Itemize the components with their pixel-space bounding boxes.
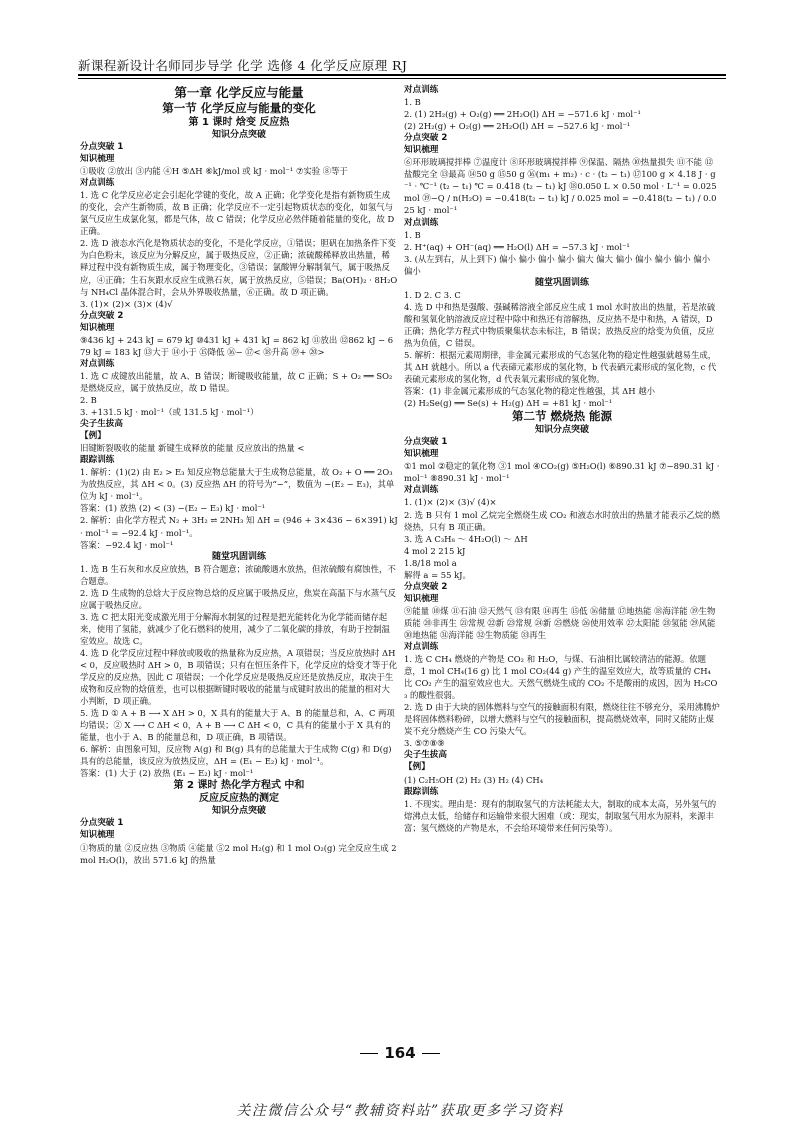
section-heading: 分点突破 2 [404, 133, 448, 144]
section-heading: 知识梳理 [404, 593, 439, 604]
paragraph: 1. 选 C 成键放出能量，故 A、B 错误；断键吸收能量，故 C 正确；S + O₂ ══ SO₂ 是燃烧反应，属于放热反应，故 D 错误。 [80, 370, 393, 393]
section-heading: 尖子生拔高 [404, 750, 447, 761]
paragraph: 1. B [404, 229, 421, 240]
paragraph: 4 mol 2 215 kJ [404, 545, 466, 556]
paragraph: 1. 选 C CH₄ 燃烧的产物是 CO₂ 和 H₂O，与煤、石油相比属较清洁的能源。依题意，1 mol CH₄(16 g) 比 1 mol CO₂(44 g) 产生的温室效应大，故等质量的 CH₄ 比 CO₂ 产生的温室效应也大。天然气燃烧生成的 CO₂ 不是酸雨的成因，因为 H₂CO₃ 的酸性很弱。 [404, 654, 718, 701]
section-heading: 分点突破 1 [404, 437, 448, 448]
section-heading: 分点突破 1 [80, 142, 124, 152]
section-heading: 知识梳理 [404, 145, 439, 156]
subsection-title: 知识分点突破 [211, 806, 266, 817]
chapter-title: 第一章 化学反应与能量 [174, 85, 304, 100]
lesson-title: 反应反应热的测定 [199, 793, 279, 805]
lesson-title: 第 2 课时 热化学方程式 中和 [173, 780, 305, 792]
lesson-title: 第 1 课时 焓变 反应热 [188, 117, 290, 128]
paragraph: 3. +131.5 kJ · mol⁻¹（或 131.5 kJ · mol⁻¹） [80, 407, 259, 418]
paragraph: 答案：−92.4 kJ · mol⁻¹ [80, 539, 174, 550]
right-column [404, 84, 720, 1029]
paragraph: 解得 a = 55 kJ。 [404, 569, 471, 580]
paragraph: ①1 mol ②稳定的氧化物 ③1 mol ④CO₂(g) ⑤H₂O(l) ⑥890.31 kJ ⑦−890.31 kJ · mol⁻¹ ⑧890.31 kJ · mol⁻¹ [404, 461, 720, 484]
subsection-title: 知识分点突破 [211, 130, 266, 140]
paragraph: 2. 选 D 由于大块的固体燃料与空气的接触面积有限，燃烧往往不够充分，采用沸腾炉是将固体燃料粉碎，以增大燃料与空气的接触面积，提高燃烧效率，同时又能防止煤炭不充分燃烧产生 CO 污染大气。 [404, 702, 720, 737]
paragraph: (2) H₂Se(g) ══ Se(s) + H₂(g) ΔH = +81 kJ · mol⁻¹ [404, 398, 613, 409]
paragraph: 2. (1) 2H₂(g) + O₂(g) ══ 2H₂O(l) ΔH = −571.6 kJ · mol⁻¹ [404, 109, 641, 120]
paragraph: (1) C₂H₅OH (2) H₂ (3) H₂ (4) CH₄ [404, 774, 544, 785]
paragraph: 4. 选 D 中和热是强酸、强碱稀溶液全部反应生成 1 mol 水时放出的热量，若是浓硫酸和氢氧化钠溶液反应过程中除中和热还有溶解热，反应热不是中和热，A 错误，D 正确；热化学方程式中物质聚集状态未标注，B 错误；放热反应的焓变为负值，反应热为负值，C 错误。 [404, 301, 716, 348]
section-heading: 分点突破 2 [404, 581, 448, 592]
header-rule [78, 74, 726, 79]
paragraph: ⑨能量 ⑩煤 ⑪石油 ⑫天然气 ⑬有限 ⑭再生 ⑮低 ⑯储量 ⑰地热能 ⑱海洋能 ⑲生物质能 ⑳非再生 ㉑常规 ㉒新 ㉓常规 ㉔新 ㉕燃烧 ㉖使用效率 ㉗太阳能 ㉘氢能 ㉙风能 ㉚地热能 ㉛海洋能 ㉜生物质能 ㉝再生 [404, 605, 716, 640]
section-heading: 对点训练 [404, 485, 439, 496]
paragraph: ⑨436 kJ + 243 kJ = 679 kJ ⑩431 kJ + 431 kJ = 862 kJ ⑪放出 ⑫862 kJ − 679 kJ = 183 kJ ⑬大于 ⑭小于 ⑮降低 ⑯− ⑰< ⑱升高 ⑲+ ⑳> [80, 334, 394, 357]
paragraph: 1. D 2. C 3. C [404, 289, 461, 300]
paragraph: 3. (从左到右，从上到下) 偏小 偏小 偏小 偏小 偏大 偏大 偏小 偏小 偏小 偏小 偏小 偏小 [404, 253, 711, 276]
left-column [80, 84, 398, 1029]
section-heading: 知识梳理 [80, 154, 115, 165]
paragraph: 5. 解析：根据元素周期律，非金属元素形成的气态氢化物的稳定性越强就越易生成，其 ΔH 就越小。所以 a 代表碲元素形成的氢化物，b 代表硒元素形成的氢化物，c 代表硫元素形成的氢化物，d 代表氧元素形成的氢化物。 [404, 349, 717, 385]
paragraph: 4. 选 D 化学反应过程中释放或吸收的热量称为反应热，A 项错误；当反应放热时 ΔH < 0，反应吸热时 ΔH > 0，B 项错误；只有在恒压条件下，化学反应的焓变才等于化学反应的反应热，因此 C 项错误；一个化学反应是吸热反应还是放热反应，取决于生成物和反应物的焓值差，也可以根据断键时吸收的能量与成键时放出的能量的相对大小判断，D 项正确。 [80, 647, 398, 707]
paragraph: ⑥环形玻璃搅拌棒 ⑦温度计 ⑧环形玻璃搅拌棒 ⑨保温、隔热 ⑩热量损失 ⑪不能 ⑫盐酸完全 ⑬最高 ⑭50 g ⑮50 g ⑯(m₁ + m₂) · c · (t₂ − t₁) ⑰100 g × 4.18 J · g⁻¹ · ℃⁻¹ (t₂ − t₁) ℃ = 0.418 (t₂ − t₁) kJ ⑱0.050 L × 0.50 mol · L⁻¹ = 0.025 mol ⑲−Q / n(H₂O) = −0.418(t₂ − t₁) kJ / 0.025 mol = −0.418(t₂ − t₁) / 0.025 kJ · mol⁻¹ [404, 157, 717, 216]
paragraph: 5. 选 D ① A + B ⟶ X ΔH > 0，X 具有的能量大于 A、B 的能量总和，A、C 两项均错误；② X ⟶ C ΔH < 0，A + B ⟶ C ΔH < 0，C 具有的能量小于 X 具有的能量，也小于 A、B 的能量总和，D 项正确，B 项错误。 [80, 708, 395, 743]
paragraph: 1. (1)× (2)× (3)√ (4)× [404, 497, 497, 508]
paragraph: 2. 选 D 生成物的总焓大于反应物总焓的反应属于吸热反应，焦炭在高温下与水蒸气反应属于吸热反应。 [80, 587, 396, 610]
page-number-dash-left [360, 1053, 378, 1054]
section-heading: 跟踪训练 [404, 786, 439, 797]
paragraph: ①吸收 ②放出 ③内能 ④H ⑤ΔH ⑥kJ/mol 或 kJ · mol⁻¹ ⑦实验 ⑧等于 [80, 166, 348, 177]
section-heading: 知识梳理 [80, 322, 115, 333]
paragraph: 2. 选 B 只有 1 mol 乙烷完全燃烧生成 CO₂ 和液态水时放出的热量才能表示乙烷的燃烧热，只有 B 项正确。 [404, 509, 720, 532]
section-heading: 【例】 [404, 762, 430, 773]
section-heading: 对点训练 [404, 642, 439, 653]
paragraph: 答案：(1) 非金属元素形成的气态氢化物的稳定性越强，其 ΔH 越小 [404, 386, 655, 397]
section-heading: 对点训练 [404, 85, 439, 95]
paragraph: (2) 2H₂(g) + O₂(g) ══ 2H₂O(l) ΔH = −527.6 kJ · mol⁻¹ [404, 121, 631, 132]
paragraph: 3. (1)× (2)× (3)× (4)√ [80, 298, 173, 309]
paragraph: 2. B [80, 394, 97, 405]
section-heading: 知识梳理 [80, 830, 115, 841]
paragraph: 1.8/18 mol a [404, 557, 457, 568]
paragraph: 1. 选 B 生石灰和水反应放热，B 符合题意；浓硫酸遇水放热，但浓硫酸有腐蚀性，不合题意。 [80, 563, 396, 586]
paragraph: 旧键断裂吸收的能量 新键生成释放的能量 反应放出的热量 < [80, 443, 305, 454]
subsection-title: 随堂巩固训练 [211, 551, 266, 562]
section-title: 第二节 燃烧热 能源 [511, 409, 612, 424]
footer-notice: 关注微信公众号“教辅资料站”获取更多学习资料 [236, 1103, 564, 1119]
section-heading: 对点训练 [404, 217, 439, 228]
paragraph: 2. H⁺(aq) + OH⁻(aq) ══ H₂O(l) ΔH = −57.3 kJ · mol⁻¹ [404, 241, 630, 252]
paragraph: 答案：(1) 大于 (2) 放热 (E₁ − E₂) kJ · mol⁻¹ [80, 768, 254, 779]
section-heading: 分点突破 1 [80, 818, 124, 829]
paragraph: 1. 选 C 化学反应必定会引起化学键的变化，故 A 正确；化学变化是指有新物质生成的变化，会产生新物质，故 B 正确；化学反应不一定引起物质状态的变化，如氢气与氯气反应生成氯化氢，都是气体，故 C 错误；化学反应必然伴随着能量的变化，故 D 正确。 [80, 190, 395, 237]
section-heading: 尖子生拔高 [80, 419, 123, 430]
page-number [340, 1044, 460, 1062]
subsection-title: 知识分点突破 [534, 425, 589, 436]
section-heading: 对点训练 [80, 358, 115, 369]
page-number-dash-right [422, 1053, 440, 1054]
paragraph: ①物质的量 ②反应热 ③物质 ④能量 ⑤2 mol H₂(g) 和 1 mol O₂(g) 完全反应生成 2 mol H₂O(l)，放出 571.6 kJ 的热量 [80, 842, 397, 865]
page-header: 新课程新设计名师同步导学 化学 选修 4 化学反应原理 RJ [78, 58, 408, 73]
paragraph: 3. 选 C 把太阳光变成激光用于分解海水制氢的过程是把光能转化为化学能而储存起来，使用了氢能，就减少了化石燃料的使用，减少了二氧化碳的排放，有助于控制温室效应。故选 C。 [80, 611, 390, 646]
page-number-text: 164 [384, 1044, 416, 1062]
paragraph: 2. 选 D 液态水汽化是物质状态的变化，不是化学反应，①错误；胆矾在加热条件下变为白色粉末，该反应为分解反应，属于吸热反应，②正确；浓硫酸稀释放出热量，稀释过程中没有新物质生成，属于物理变化，③错误；氯酸钾分解制氧气，属于吸热反应，④正确；生石灰跟水反应生成熟石灰，属于放热反应，⑤错误；Ba(OH)₂ · 8H₂O 与 NH₄Cl 晶体混合时，会从外界吸收热量，⑥正确。故 D 项正确。 [80, 238, 398, 297]
paragraph: 3. 选 A C₃H₈ ～ 4H₂O(l) ～ ΔH [404, 533, 528, 544]
paragraph: 1. 解析：(1)(2) 由 E₂ > E₃ 知反应物总能量大于生成物总能量，故 O₂ + O ══ 2O₃ 为放热反应，其 ΔH < 0。(3) 反应热 ΔH 的符号为“−”，数值为 −(E₂ − E₃)，其单位为 kJ · mol⁻¹。 [80, 467, 395, 502]
paragraph: 3. ⑤⑦⑧⑨ [404, 738, 445, 749]
paragraph: 6. 解析：由图象可知，反应物 A(g) 和 B(g) 具有的总能量大于生成物 C(g) 和 D(g) 具有的总能量，该反应为放热反应，ΔH = (E₁ − E₂) kJ · mol⁻¹。 [80, 744, 392, 767]
section-heading: 【例】 [80, 431, 106, 442]
section-heading: 知识梳理 [404, 449, 439, 460]
section-heading: 分点突破 2 [80, 310, 124, 321]
subsection-title: 随堂巩固训练 [534, 277, 589, 288]
section-title: 第一节 化学反应与能量的变化 [162, 101, 316, 115]
paragraph: 1. 不现实。理由是：现有的制取氢气的方法耗能太大，制取的成本太高，另外氢气的熔沸点太低，给储存和运输带来很大困难（或：现实，制取氢气用水为原料，来源丰富；氢气燃烧的产物是水，不会给环境带来任何污染等）。 [404, 798, 717, 833]
paragraph: 2. 解析：由化学方程式 N₂ + 3H₂ ⇌ 2NH₃ 知 ΔH = (946 + 3×436 − 6×391) kJ · mol⁻¹ = −92.4 kJ · mol⁻¹。 [80, 515, 398, 538]
paragraph: 1. B [404, 97, 421, 108]
section-heading: 对点训练 [80, 178, 115, 189]
paragraph: 答案：(1) 放热 (2) < (3) −(E₂ − E₃) kJ · mol⁻¹ [80, 503, 266, 514]
section-heading: 跟踪训练 [80, 455, 115, 466]
